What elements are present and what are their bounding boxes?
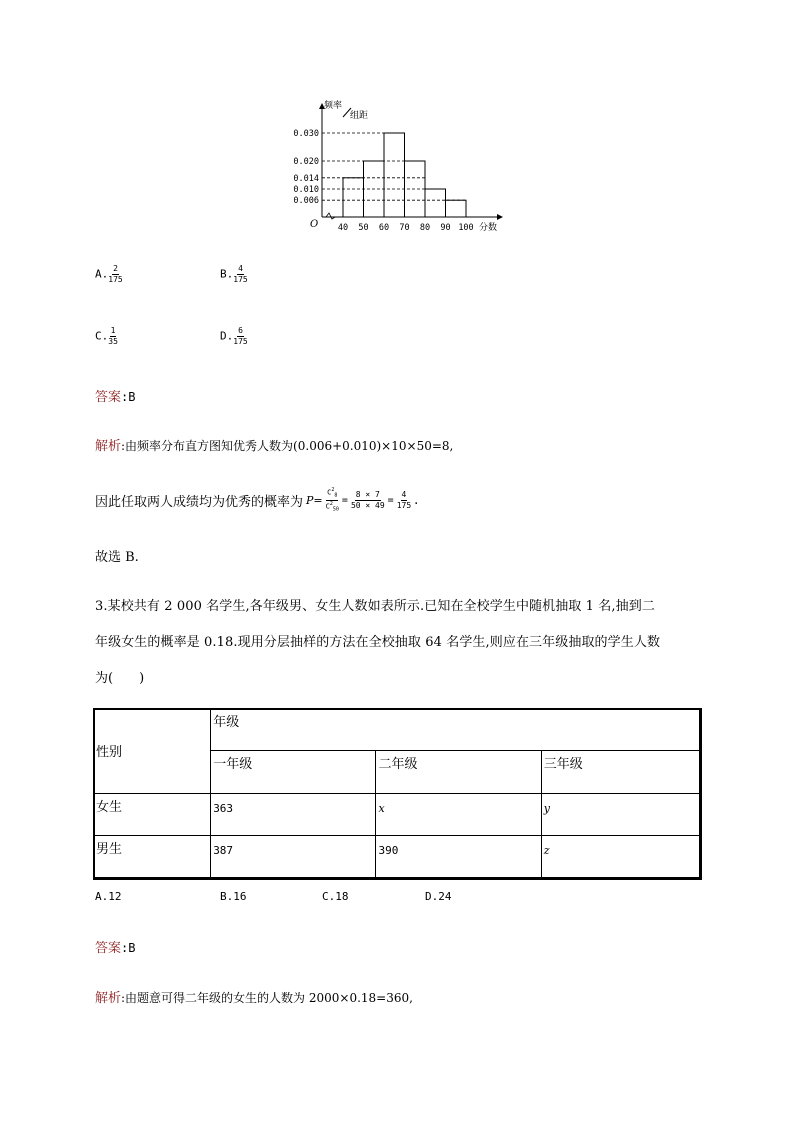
option-c-fraction: $\frac{1}{35}$: [108, 326, 118, 346]
row-label-male: 男生: [94, 835, 211, 877]
grade-2-header: 二年级: [376, 751, 541, 793]
x-tick-label: 70: [399, 223, 410, 233]
q3-answer: 答案:B: [95, 941, 136, 956]
histogram-bar: [425, 189, 446, 217]
q3-option-a[interactable]: A.12: [95, 890, 122, 903]
histogram-bar: [446, 200, 467, 217]
x-tick-label: 80: [419, 223, 431, 233]
q3-text-line1: 3.某校共有 2 000 名学生,各年级男、女生人数如表所示.已知在全校学生中随机抽取 1 名,抽到二: [95, 599, 655, 614]
y-tick-label: 0.020: [293, 157, 319, 167]
x-tick-label: 90: [440, 223, 451, 233]
product-fraction: $\frac{8 \times 7}{50 \times 49}$: [350, 489, 385, 510]
row-label-female: 女生: [94, 793, 211, 835]
option-d[interactable]: D. $\frac{6}{175}$: [220, 326, 248, 346]
male-grade-1: 387: [211, 835, 376, 877]
q2-probability-line: 因此任取两人成绩均为优秀的概率为 P= $\frac{C^2_8}{C^2_{50}}$ = $\frac{8 \times 7}{50 \times 49}$ = $\frac{4}{175}$ .: [95, 487, 419, 513]
axis-break: [326, 213, 335, 219]
x-axis-label: 分数: [479, 223, 498, 233]
x-tick-label: 50: [358, 223, 369, 233]
gender-header-cell: 性别: [94, 709, 211, 794]
y-tick-label: 0.014: [293, 173, 319, 184]
q2-conclusion: 故选 B.: [95, 550, 139, 565]
male-grade-2: 390: [376, 835, 541, 877]
x-tick-label: 60: [378, 223, 390, 233]
grade-header-cell: 年级: [211, 709, 700, 751]
q3-option-d[interactable]: D.24: [425, 890, 452, 903]
female-grade-3: y: [541, 793, 699, 835]
x-tick-label: 40: [337, 223, 349, 233]
y-tick-label: 0.006: [293, 196, 319, 207]
q3-option-c[interactable]: C.18: [322, 890, 349, 903]
histogram-bar: [343, 178, 364, 217]
y-tick-label: 0.010: [293, 185, 319, 195]
x-tick-label: 100: [458, 223, 474, 233]
grade-1-header: 一年级: [211, 751, 376, 793]
grade-gender-table: [93, 708, 700, 878]
q2-answer: 答案:B: [95, 390, 136, 405]
y-tick-label: 0.030: [293, 129, 319, 139]
female-grade-2: x: [376, 793, 541, 835]
table-row: [94, 835, 700, 877]
option-b[interactable]: B. $\frac{4}{175}$: [220, 264, 248, 284]
result-fraction: $\frac{4}{175}$: [396, 489, 412, 510]
q3-text-line2: 年级女生的概率是 0.18.现用分层抽样的方法在全校抽取 64 名学生,则应在三年级抽取的学生人数: [95, 635, 661, 650]
option-d-fraction: $\frac{6}{175}$: [233, 326, 248, 346]
histogram-bar: [384, 133, 405, 217]
q3-option-b[interactable]: B.16: [220, 890, 247, 903]
table-row: [94, 793, 700, 835]
y-axis-label-top: 频率: [324, 101, 343, 111]
q3-text-line3: 为( ): [95, 671, 145, 686]
male-grade-3: z: [541, 835, 699, 877]
grade-3-header: 三年级: [541, 751, 699, 793]
origin-label: O: [310, 219, 319, 230]
x-axis-arrow: [497, 214, 503, 220]
frequency-histogram: [285, 95, 510, 240]
option-a[interactable]: A. $\frac{2}{175}$: [95, 264, 123, 284]
y-axis-label-bottom: 组距: [350, 111, 369, 121]
option-c[interactable]: C. $\frac{1}{35}$: [95, 326, 118, 346]
combination-fraction: $\frac{C^2_8}{C^2_{50}}$: [325, 487, 339, 513]
q2-analysis: 解析:由频率分布直方图知优秀人数为(0.006+0.010)×10×50=8,: [95, 439, 454, 454]
q3-analysis: 解析:由题意可得二年级的女生的人数为 2000×0.18=360,: [95, 991, 413, 1006]
option-b-fraction: $\frac{4}{175}$: [233, 264, 248, 284]
option-a-fraction: $\frac{2}{175}$: [108, 264, 123, 284]
female-grade-1: 363: [211, 793, 376, 835]
